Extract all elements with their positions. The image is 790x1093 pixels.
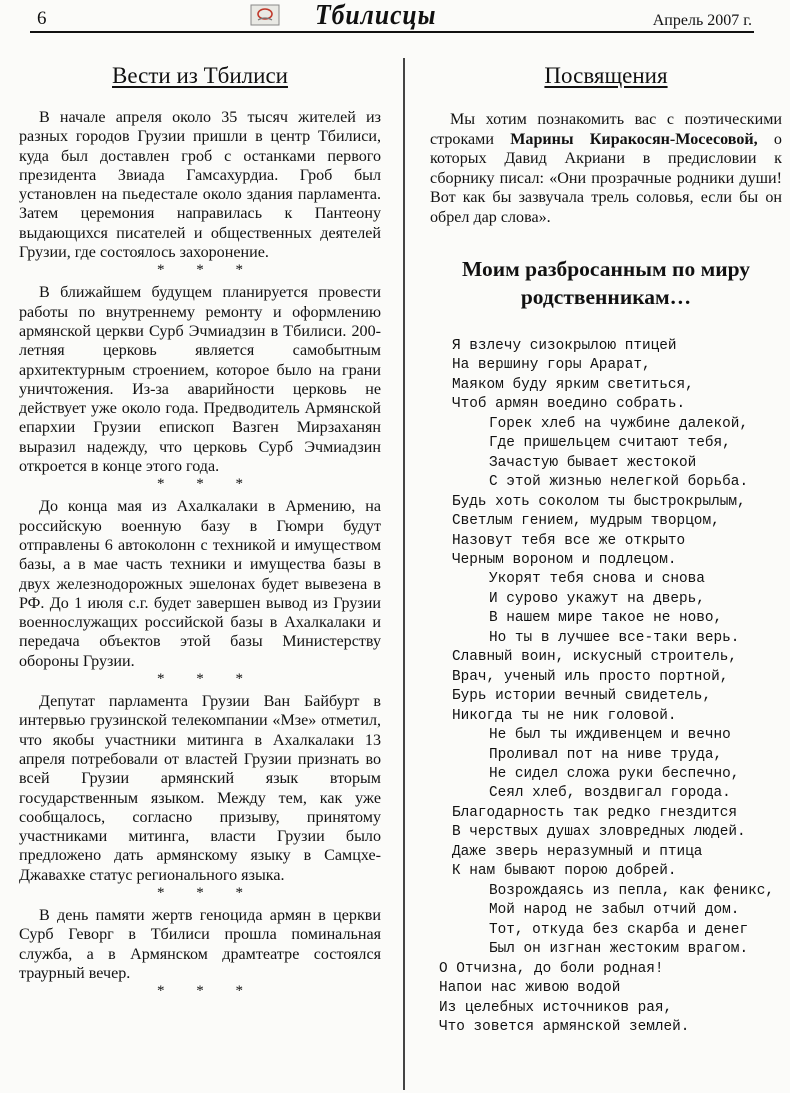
poem-line: Даже зверь неразумный и птица	[452, 843, 703, 860]
dedications-column	[430, 60, 782, 1038]
poem-line: Где пришельцем считают тебя,	[489, 435, 731, 452]
poem-line: И сурово укажут на дверь,	[489, 590, 705, 607]
poem-line: Тот, откуда без скарба и денег	[489, 921, 749, 938]
issue-date: Апрель 2007 г.	[652, 12, 752, 29]
poem-line: Врач, ученый иль просто портной,	[452, 668, 729, 685]
news-article: Депутат парламента Грузии Ван Байбурт в интервью грузинской телекомпании «Мзе» отметил, что якобы участники митинга в Ахалкалаки 13 апреля потребовали от властей Грузии признать во всей Грузии армянский язык вторым государственным языком. Между тем, как уже сообщалось, согласно призыву, принятому участниками митинга, власти Грузии было предложено дать армянскому языку в Самцхе-Джавахке статус регионального языка.	[19, 693, 381, 884]
news-heading: Вести из Тбилиси	[112, 63, 288, 88]
poem-line: В черствых душах зловредных людей.	[452, 824, 746, 841]
poem-line: Славный воин, искусный строитель,	[452, 649, 737, 666]
poem-line: Назовут тебя все же открыто	[452, 532, 686, 549]
poem-ending	[439, 960, 782, 1038]
news-article: В ближайшем будущем планируется провести работы по внутреннему ремонту и оформлению армянской церкви Сурб Эчмиадзин в Тбилиси. 200-летняя церковь является самобытным архитектурным строением, которое было на грани уничтожения. Из-за аварийности церковь не действует уже около года. Предводитель Армянской епархии Грузии епископ Вазген Мирзаханян выразил надежду, что церковь Сурб Эчмиадзин откроется в конце этого года.	[19, 284, 381, 476]
poem-line: Чтоб армян воедино собрать.	[452, 396, 686, 413]
poem-line: Не сидел сложа руки беспечно,	[489, 765, 740, 782]
poem-line: К нам бывают порою добрей.	[452, 863, 677, 880]
poem-line: Укорят тебя снова и снова	[489, 571, 705, 588]
poem-line: Черным вороном и подлецом.	[452, 551, 677, 568]
page-header	[0, 0, 790, 34]
newspaper-emblem-icon	[250, 4, 280, 26]
poem-line: Был он изгнан жестоким врагом.	[489, 941, 749, 958]
poem-line: С этой жизнью нелегкой борьба.	[489, 474, 749, 491]
intro-text: о которых Давид Акриани в предисловии к сборнику писал: «Они прозрачные родники души! Вот как бы зазвучала трель соловья, если бы он обрел дар слова».	[430, 130, 782, 226]
news-article: До конца мая из Ахалкалаки в Армению, на российскую военную базу в Гюмри будут отправлены 6 автоколонн с техникой и имуществом базы, а в мае часть техники и имущества базы в двух железнодорожных эшелонах будет вывезена в РФ. До 1 июля с.г. будет завершен вывод из Грузии военнослужащих российской базы в Ахалкалаки и передача объектов этой базы Министерству обороны Грузии.	[19, 498, 381, 670]
poem-line: Бурь истории вечный свидетель,	[452, 688, 712, 705]
article-separator: * * *	[157, 476, 257, 493]
dedications-heading: Посвящения	[544, 63, 668, 88]
poem-line: Будь хоть соколом ты быстрокрылым,	[452, 493, 746, 510]
poem-line: Что зовется армянской землей.	[439, 1019, 690, 1035]
poem-line: Из целебных источников рая,	[439, 999, 673, 1016]
news-column	[19, 60, 381, 1004]
poem-intro	[430, 110, 782, 227]
news-article: В начале апреля около 35 тысяч жителей из разных городов Грузии пришли в центр Тбилиси, куда был доставлен гроб с останками первого президента Звиада Гамсахурдиа. Гроб был установлен на пьедестале около здания парламента. Затем церемония направилась к Пантеону выдающихся писателей и общественных деятелей Грузии, где состоялось захоронение.	[19, 109, 381, 262]
article-separator: * * *	[157, 671, 257, 688]
article-separator: * * *	[157, 884, 257, 901]
poem-line: Мой народ не забыл отчий дом.	[489, 902, 740, 919]
poem-title: Моим разбросанным по миру родственникам…	[461, 257, 751, 309]
article-separator: * * *	[157, 262, 257, 279]
poem-line: Маяком буду ярким светиться,	[452, 376, 694, 393]
header-rule	[30, 31, 754, 33]
author-name: Марины Киракосян-Мосесовой,	[510, 130, 758, 148]
poem-line: Горек хлеб на чужбине далекой,	[489, 415, 749, 432]
poem-line: Напои нас живою водой	[439, 980, 621, 996]
poem-line: Никогда ты не ник головой.	[452, 707, 677, 724]
column-divider	[403, 58, 405, 1090]
poem-line: Я взлечу сизокрылою птицей	[452, 338, 677, 354]
page-number: 6	[37, 8, 47, 29]
news-article: В день памяти жертв геноцида армян в церкви Сурб Геворг в Тбилиси прошла поминальная служба, а в Армянском драмтеатре состоялся траурный вечер.	[19, 906, 381, 982]
poem-body	[452, 337, 782, 960]
poem-line: Благодарность так редко гнездится	[452, 804, 737, 821]
poem-line: Сеял хлеб, воздвигал города.	[489, 785, 731, 802]
intro-text: Мы хотим познакомить вас с поэтическими строками	[430, 111, 782, 148]
poem-line: Возрождаясь из пепла, как феникс,	[489, 882, 774, 899]
poem-line: Зачастую бывает жестокой	[489, 454, 697, 471]
poem-line: Не был ты иждивенцем и вечно	[489, 727, 731, 744]
poem-line: Проливал пот на ниве труда,	[489, 746, 723, 763]
poem-line: На вершину горы Арарат,	[452, 357, 651, 374]
poem-line: О Отчизна, до боли родная!	[439, 960, 664, 977]
poem-line: В нашем мире такое не ново,	[489, 610, 723, 627]
poem-line: Светлым гением, мудрым творцом,	[452, 513, 720, 530]
poem-line: Но ты в лучшее все-таки верь.	[489, 629, 740, 646]
article-separator: * * *	[157, 983, 257, 1000]
masthead-title: Тбилисцы	[315, 0, 437, 31]
